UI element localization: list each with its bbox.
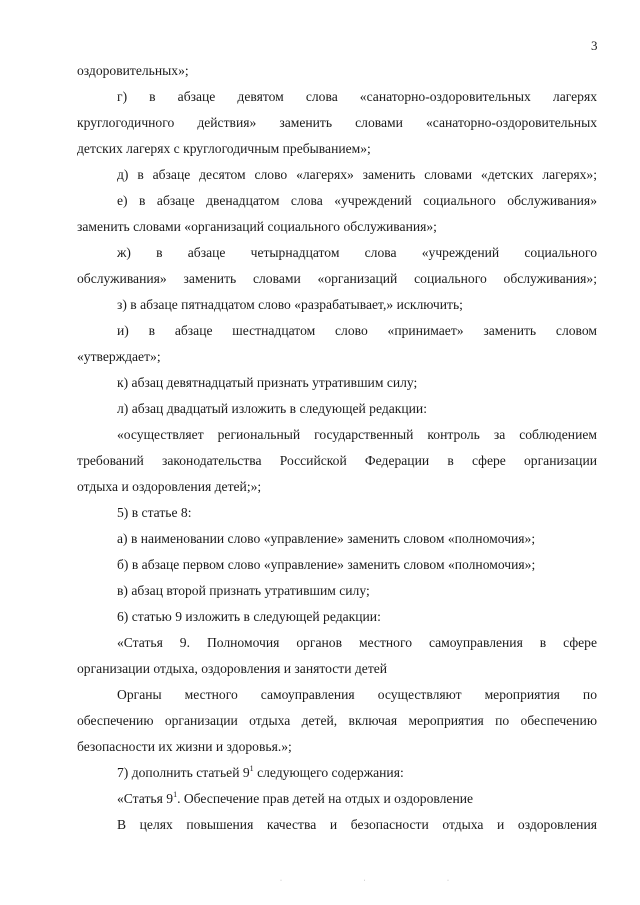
text-line: «осуществляет региональный государственный контроль за соблюдением xyxy=(117,427,597,442)
text-line: круглогодичного действия» заменить словами «санаторно-оздоровительных xyxy=(77,115,597,130)
text-line: к) абзац девятнадцатый признать утратившим силу; xyxy=(117,375,418,390)
text-line: а) в наименовании слово «управление» заменить словом «полномочия»; xyxy=(117,531,536,546)
text-line: и) в абзаце шестнадцатом слово «принимает» заменить словом xyxy=(117,323,597,338)
text-line: В целях повышения качества и безопасности отдыха и оздоровления xyxy=(117,817,597,832)
text-line xyxy=(77,786,597,812)
text-fragment: «Статья 9 xyxy=(117,791,174,806)
text-line: заменить словами «организаций социального обслуживания»; xyxy=(77,219,437,234)
text-line: е) в абзаце двенадцатом слова «учреждений социального обслуживания» xyxy=(117,193,597,208)
text-line: организации отдыха, оздоровления и занятости детей xyxy=(77,661,388,676)
text-line: л) абзац двадцатый изложить в следующей редакции: xyxy=(117,401,427,416)
superscript: 1 xyxy=(249,764,254,773)
text-line: отдыха и оздоровления детей;»; xyxy=(77,479,262,494)
text-line: «утверждает»; xyxy=(77,349,161,364)
text-line: б) в абзаце первом слово «управление» заменить словом «полномочия»; xyxy=(117,557,536,572)
text-line: Органы местного самоуправления осуществляют мероприятия по xyxy=(117,687,597,702)
text-line: обеспечению организации отдыха детей, включая мероприятия по обеспечению xyxy=(77,713,597,728)
scan-specks: · · · xyxy=(280,878,489,884)
text-line: д) в абзаце десятом слово «лагерях» заменить словами «детских лагерях»; xyxy=(117,167,597,182)
text-line: 5) в статье 8: xyxy=(117,505,192,520)
superscript: 1 xyxy=(173,790,178,799)
text-line: требований законодательства Российской Федерации в сфере организации xyxy=(77,453,597,468)
text-line: з) в абзаце пятнадцатом слово «разрабатывает,» исключить; xyxy=(117,297,463,312)
text-line: ж) в абзаце четырнадцатом слова «учреждений социального xyxy=(117,245,597,260)
document-body xyxy=(77,58,597,838)
text-line: 6) статью 9 изложить в следующей редакции: xyxy=(117,609,381,624)
text-line: безопасности их жизни и здоровья.»; xyxy=(77,739,292,754)
text-line: г) в абзаце девятом слова «санаторно-оздоровительных лагерях xyxy=(117,89,597,104)
page-number: 3 xyxy=(591,38,598,53)
text-line: в) абзац второй признать утратившим силу; xyxy=(117,583,370,598)
text-fragment: 7) дополнить статьей 9 xyxy=(117,765,250,780)
text-line xyxy=(77,760,597,786)
text-line: детских лагерях с круглогодичным пребыванием»; xyxy=(77,141,371,156)
text-fragment: . Обеспечение прав детей на отдых и оздоровление xyxy=(177,791,474,806)
text-fragment: следующего содержания: xyxy=(253,765,404,780)
text-line: «Статья 9. Полномочия органов местного самоуправления в сфере xyxy=(117,635,597,650)
text-line: оздоровительных»; xyxy=(77,63,189,78)
text-line: обслуживания» заменить словами «организаций социального обслуживания»; xyxy=(77,271,597,286)
